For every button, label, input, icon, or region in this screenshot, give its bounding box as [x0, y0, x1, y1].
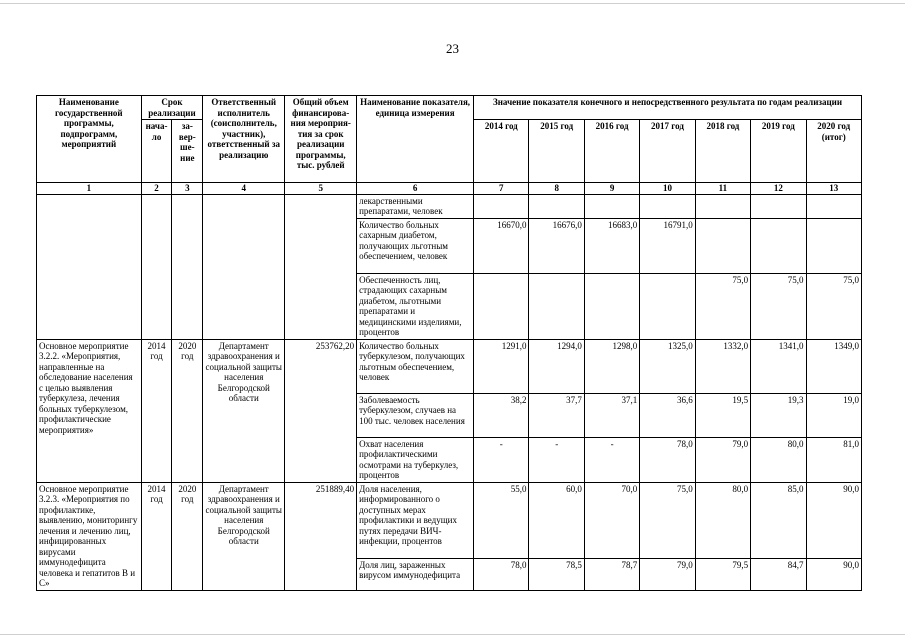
- page-number: 23: [446, 41, 459, 56]
- column-number: 11: [695, 183, 750, 195]
- value-cell: [529, 194, 584, 218]
- value-cell: [529, 273, 584, 339]
- executor-cell: Департамент здравоохранения и социальной защиты населения Белгородской области: [203, 482, 285, 590]
- value-cell: -: [474, 437, 529, 482]
- value-cell: 19,0: [806, 393, 861, 437]
- column-number: 4: [203, 183, 285, 195]
- column-number: 10: [640, 183, 695, 195]
- value-cell: 70,0: [584, 482, 639, 558]
- value-cell: [474, 273, 529, 339]
- column-number-row: [37, 183, 862, 195]
- value-cell: [806, 218, 861, 273]
- header-year-2019: 2019 год: [751, 120, 806, 183]
- value-cell: 16676,0: [529, 218, 584, 273]
- indicator-cell: лекарственными препаратами, человек: [357, 194, 474, 218]
- value-cell: 79,0: [640, 558, 695, 590]
- value-cell: 78,0: [640, 437, 695, 482]
- value-cell: 80,0: [695, 482, 750, 558]
- activity-name-cell: Основное мероприятие 3.2.2. «Мероприятия, направленные на обследование населения с целью выявления туберкулеза, лечения больных туберкулезом, профилактические мероприятия»: [37, 339, 142, 482]
- column-number: 3: [172, 183, 203, 195]
- header-end: за-вер-ше-ние: [172, 120, 203, 183]
- value-cell: 60,0: [529, 482, 584, 558]
- value-cell: [695, 194, 750, 218]
- column-number: 13: [806, 183, 861, 195]
- value-cell: -: [529, 437, 584, 482]
- indicator-cell: Заболеваемость туберкулезом, случаев на 100 тыс. человек населения: [357, 393, 474, 437]
- indicator-cell: Доля лиц, зараженных вирусом иммунодефицита: [357, 558, 474, 590]
- value-cell: 1294,0: [529, 339, 584, 393]
- value-cell: 79,0: [695, 437, 750, 482]
- column-number: 9: [584, 183, 639, 195]
- value-cell: 90,0: [806, 558, 861, 590]
- end-year-cell: 2020 год: [172, 339, 203, 482]
- value-cell: 1291,0: [474, 339, 529, 393]
- indicator-cell: Доля населения, информированного о доступных мерах профилактики и ведущих путях передачи ВИЧ-инфекции, процентов: [357, 482, 474, 558]
- value-cell: 19,3: [751, 393, 806, 437]
- executor-cell: [203, 194, 285, 339]
- funding-cell: 253762,20: [285, 339, 357, 482]
- scan-edge-bottom: [0, 634, 905, 635]
- value-cell: [751, 194, 806, 218]
- value-cell: [806, 194, 861, 218]
- funding-cell: 251889,40: [285, 482, 357, 590]
- indicator-cell: Обеспеченность лиц, страдающих сахарным диабетом, льготными препаратами и медицинскими изделиями, процентов: [357, 273, 474, 339]
- value-cell: 78,0: [474, 558, 529, 590]
- indicator-cell: Количество больных сахарным диабетом, получающих льготным обеспечением, человек: [357, 218, 474, 273]
- end-year-cell: [172, 194, 203, 339]
- header-year-2020: 2020 год (итог): [806, 120, 861, 183]
- column-number: 6: [357, 183, 474, 195]
- header-year-2017: 2017 год: [640, 120, 695, 183]
- header-funding: Общий объем финансирова-ния мероприя-тия за срок реализации программы, тыс. рублей: [285, 96, 357, 183]
- header-year-2015: 2015 год: [529, 120, 584, 183]
- value-cell: 38,2: [474, 393, 529, 437]
- value-cell: 1298,0: [584, 339, 639, 393]
- column-number: 12: [751, 183, 806, 195]
- value-cell: 90,0: [806, 482, 861, 558]
- activity-name-cell: [37, 194, 142, 339]
- start-year-cell: 2014 год: [141, 339, 172, 482]
- table-row: [37, 194, 862, 218]
- value-cell: 80,0: [751, 437, 806, 482]
- value-cell: [695, 218, 750, 273]
- value-cell: 19,5: [695, 393, 750, 437]
- executor-cell: Департамент здравоохранения и социальной защиты населения Белгородской области: [203, 339, 285, 482]
- program-table: [36, 95, 862, 591]
- value-cell: 1325,0: [640, 339, 695, 393]
- value-cell: 85,0: [751, 482, 806, 558]
- header-year-2018: 2018 год: [695, 120, 750, 183]
- value-cell: [584, 273, 639, 339]
- value-cell: [640, 273, 695, 339]
- value-cell: 84,7: [751, 558, 806, 590]
- value-cell: 75,0: [640, 482, 695, 558]
- start-year-cell: 2014 год: [141, 482, 172, 590]
- table-row: [37, 482, 862, 558]
- indicator-cell: Охват населения профилактическими осмотрами на туберкулез, процентов: [357, 437, 474, 482]
- value-cell: 36,6: [640, 393, 695, 437]
- start-year-cell: [141, 194, 172, 339]
- value-cell: 16791,0: [640, 218, 695, 273]
- value-cell: [640, 194, 695, 218]
- column-number: 1: [37, 183, 142, 195]
- header-executor: Ответственный исполнитель (соисполнитель, участник), ответственный за реализацию: [203, 96, 285, 183]
- header-term: Срок реализации: [141, 96, 203, 120]
- value-cell: 55,0: [474, 482, 529, 558]
- value-cell: 16670,0: [474, 218, 529, 273]
- value-cell: 78,7: [584, 558, 639, 590]
- value-cell: 75,0: [751, 273, 806, 339]
- value-cell: 1332,0: [695, 339, 750, 393]
- funding-cell: [285, 194, 357, 339]
- header-values-group: Значение показателя конечного и непосредственного результата по годам реализации: [474, 96, 862, 120]
- value-cell: 81,0: [806, 437, 861, 482]
- value-cell: 16683,0: [584, 218, 639, 273]
- value-cell: 1349,0: [806, 339, 861, 393]
- column-number: 2: [141, 183, 172, 195]
- value-cell: -: [584, 437, 639, 482]
- column-number: 8: [529, 183, 584, 195]
- header-indicator: Наименование показателя, единица измерения: [357, 96, 474, 183]
- activity-name-cell: Основное мероприятие 3.2.3. «Мероприятия по профилактике, выявлению, мониторингу лечения и лечению лиц, инфицированных вирусами иммунодефицита человека и гепатитов В и С»: [37, 482, 142, 590]
- column-number: 5: [285, 183, 357, 195]
- scan-edge-top: [0, 3, 905, 4]
- value-cell: 1341,0: [751, 339, 806, 393]
- indicator-cell: Количество больных туберкулезом, получающих льготным обеспечением, человек: [357, 339, 474, 393]
- value-cell: 37,1: [584, 393, 639, 437]
- value-cell: 75,0: [806, 273, 861, 339]
- header-name: Наименование государственной программы, подпрограмм, мероприятий: [37, 96, 142, 183]
- table-row: [37, 339, 862, 393]
- value-cell: [474, 194, 529, 218]
- value-cell: 37,7: [529, 393, 584, 437]
- value-cell: [751, 218, 806, 273]
- header-year-2014: 2014 год: [474, 120, 529, 183]
- value-cell: 78,5: [529, 558, 584, 590]
- column-number: 7: [474, 183, 529, 195]
- value-cell: 79,5: [695, 558, 750, 590]
- value-cell: [584, 194, 639, 218]
- header-start: нача-ло: [141, 120, 172, 183]
- end-year-cell: 2020 год: [172, 482, 203, 590]
- value-cell: 75,0: [695, 273, 750, 339]
- header-year-2016: 2016 год: [584, 120, 639, 183]
